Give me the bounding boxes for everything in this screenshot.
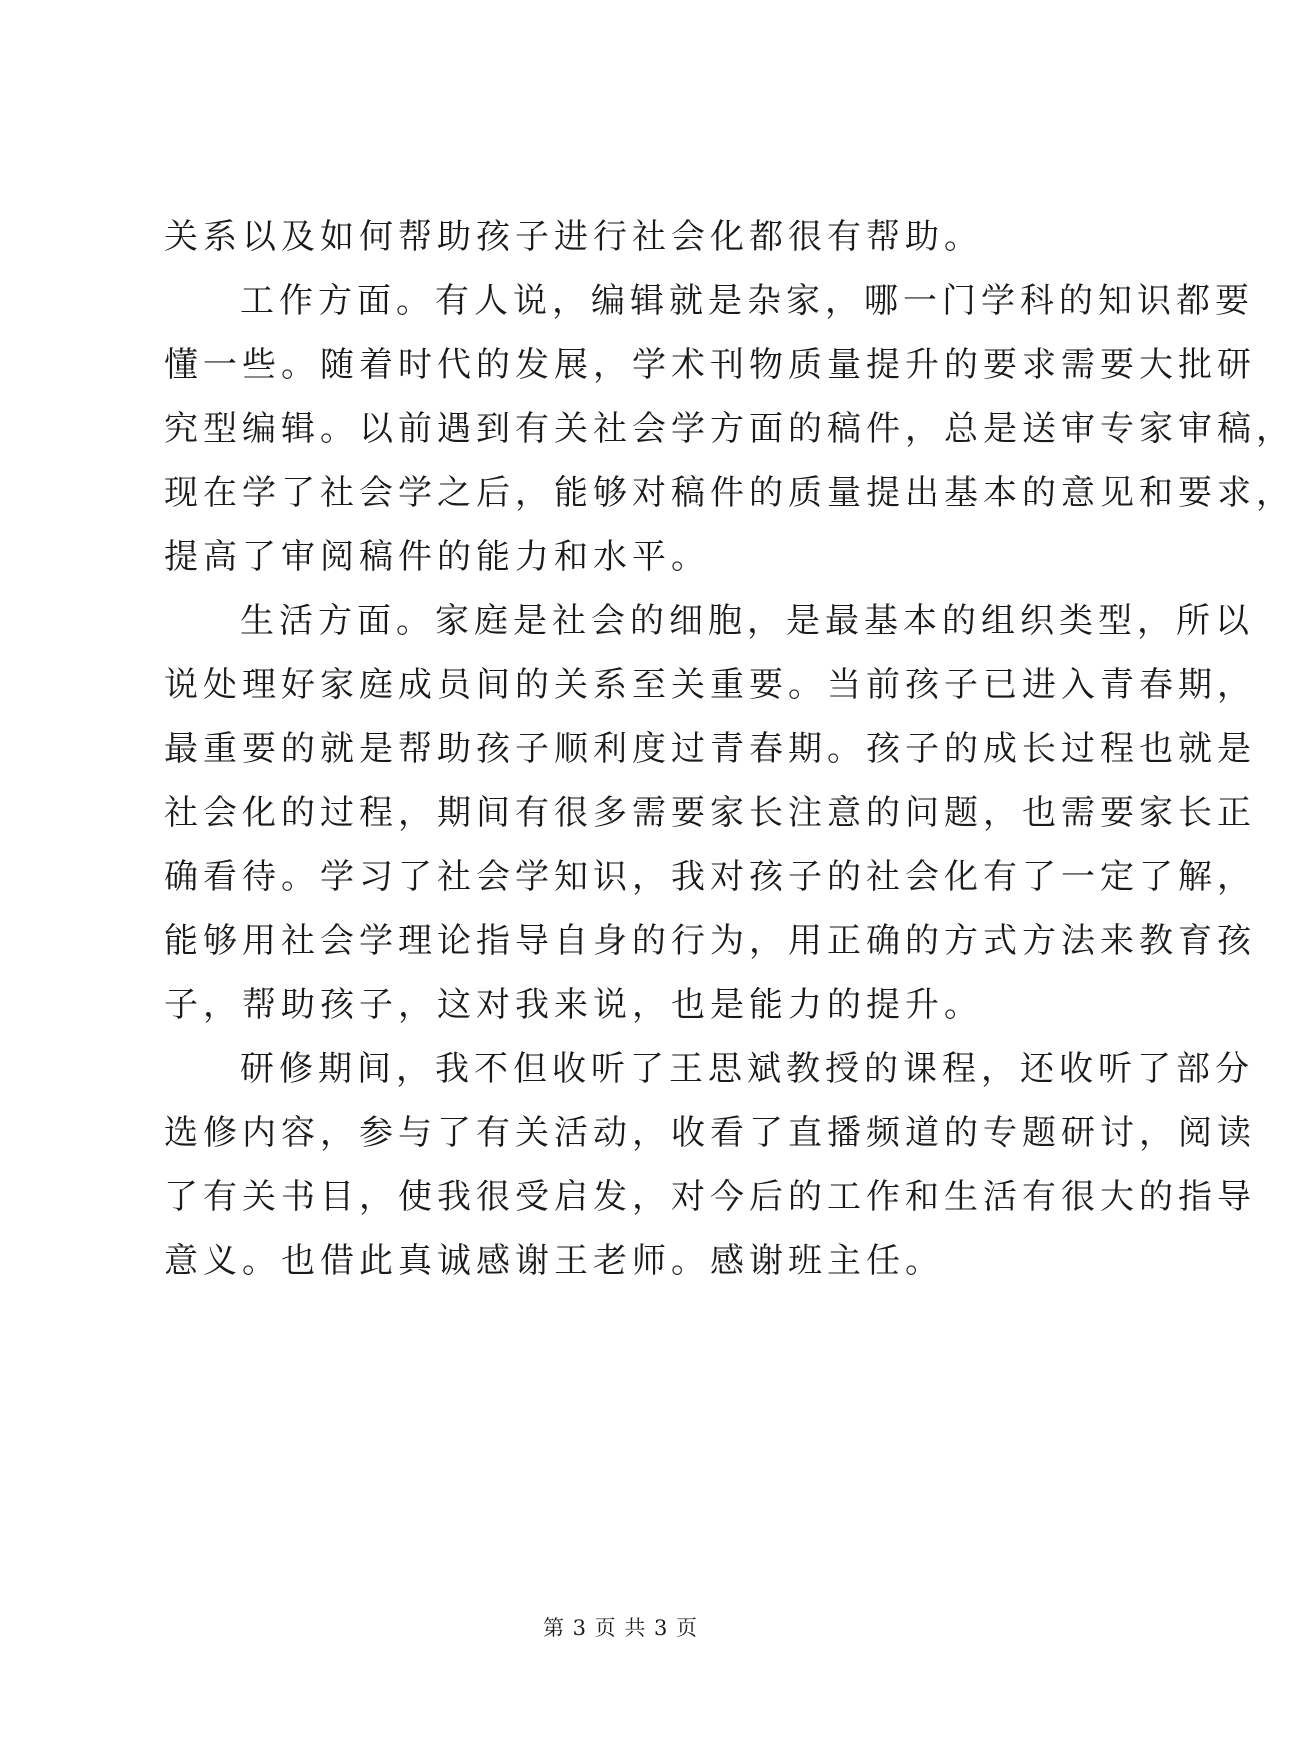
text-line: 工作方面。有人说，编辑就是杂家，哪一门学科的知识都要 (240, 281, 1254, 321)
text-line: 究型编辑。以前遇到有关社会学方面的稿件，总是送审专家审稿， (164, 409, 1295, 449)
text-line: 最重要的就是帮助孩子顺利度过青春期。孩子的成长过程也就是 (164, 729, 1256, 769)
text-line: 关系以及如何帮助孩子进行社会化都很有帮助。 (164, 217, 983, 257)
text-line: 懂一些。随着时代的发展，学术刊物质量提升的要求需要大批研 (164, 345, 1256, 385)
text-line: 说处理好家庭成员间的关系至关重要。当前孩子已进入青春期， (164, 665, 1256, 705)
text-line: 研修期间，我不但收听了王思斌教授的课程，还收听了部分 (240, 1049, 1254, 1089)
text-line: 了有关书目，使我很受启发，对今后的工作和生活有很大的指导 (164, 1177, 1256, 1217)
text-line: 生活方面。家庭是社会的细胞，是最基本的组织类型，所以 (240, 601, 1254, 641)
text-line: 选修内容，参与了有关活动，收看了直播频道的专题研讨，阅读 (164, 1113, 1256, 1153)
page-footer: 第 3 页 共 3 页 (542, 1616, 699, 1640)
text-line: 能够用社会学理论指导自身的行为，用正确的方式方法来教育孩 (164, 921, 1256, 961)
text-line: 意义。也借此真诚感谢王老师。感谢班主任。 (164, 1241, 944, 1281)
document-body (164, 205, 1295, 1293)
text-line: 现在学了社会学之后，能够对稿件的质量提出基本的意见和要求， (164, 473, 1295, 513)
text-line: 确看待。学习了社会学知识，我对孩子的社会化有了一定了解， (164, 857, 1256, 897)
text-line: 提高了审阅稿件的能力和水平。 (164, 537, 710, 577)
text-line: 子，帮助孩子，这对我来说，也是能力的提升。 (164, 985, 983, 1025)
text-line: 社会化的过程，期间有很多需要家长注意的问题，也需要家长正 (164, 793, 1256, 833)
